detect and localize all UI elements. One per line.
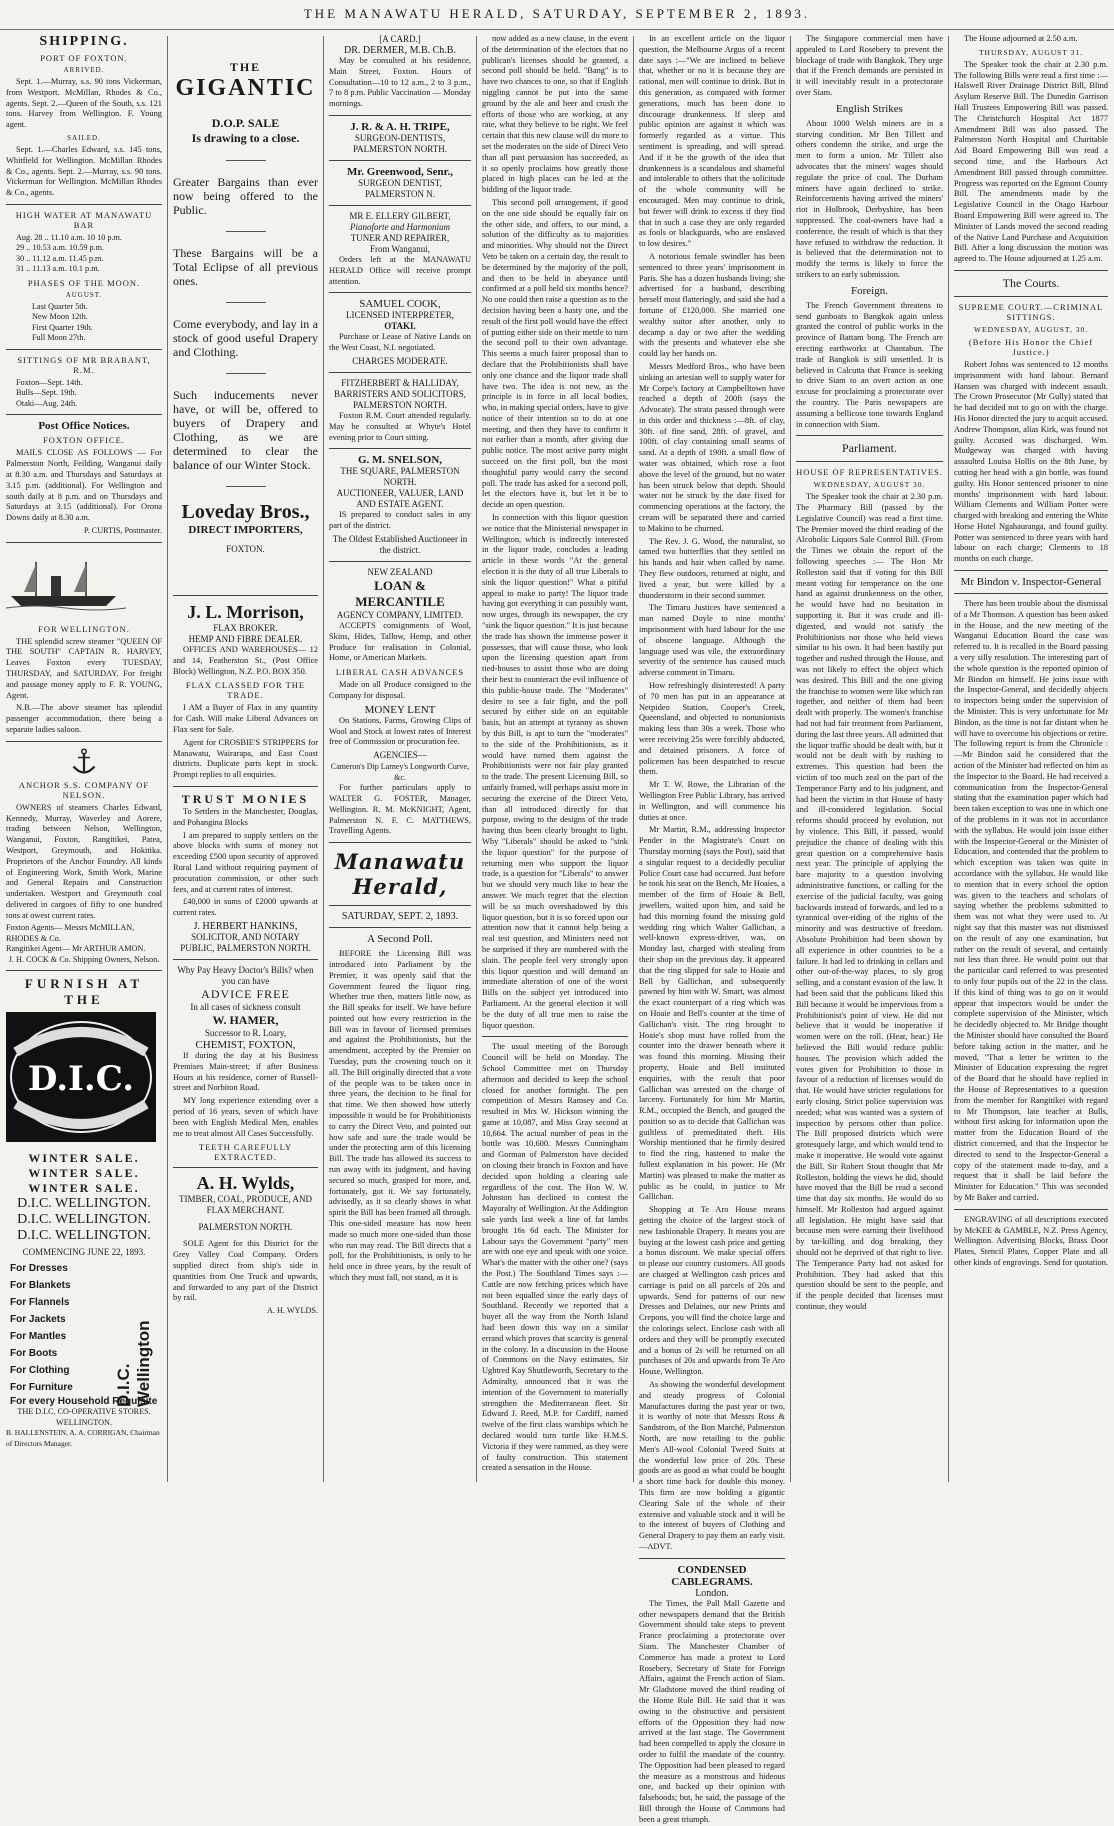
for-wellington-heading: FOR WELLINGTON.: [38, 623, 130, 634]
gilbert-orders: Orders left at the MANAWATU HERALD Office will receive prompt attention.: [329, 254, 471, 286]
fitzherbert-location: PALMERSTON NORTH.: [353, 399, 447, 410]
siam-text: The Singapore commercial men have appealed to Lord Rosebery to prevent the blockage of trade with Bangkok. They urge that if the French demands are persisted in it will inevitably result in a protectorate over Siam.: [796, 34, 943, 97]
dic-item: For Dresses: [10, 1263, 68, 1275]
commencing: COMMENCING JUNE 22, 1893.: [22, 1247, 146, 1258]
courts-sub: SUPREME COURT.—CRIMINAL SITTINGS.: [958, 301, 1104, 322]
tripe-heading: J. R. & A. H. TRIPE,: [350, 120, 450, 133]
hankins-title: SOLICITOR, AND NOTARY PUBLIC, PALMERSTON NORTH.: [180, 931, 311, 953]
agencies-text: Cameron's Dip Larney's Longworth Curve, &c.: [330, 762, 470, 783]
trust-text-2: I am prepared to supply settlers on the above blocks with sums of money not exceeding £500 upon security of approved Rural Land without requiring payment of procuration commission, or other such fees, and at current rates of interest.: [173, 830, 318, 894]
dic-item: For Jackets: [10, 1314, 66, 1326]
wylds-text: SOLE Agent for this District for the Grey Valley Coal Company. Orders supplied direct from ship's side in quantities from One Truck and upwards, and forwarded to any part of the District by rail.: [173, 1239, 318, 1303]
morrison-buyer: I AM a Buyer of Flax in any quantity for Cash. Will make Liberal Advances on Flax sent for Sale.: [173, 703, 318, 734]
gigantic-heading: GIGANTIC: [175, 75, 316, 101]
arrived-label: ARRIVED.: [63, 66, 105, 74]
fitzherbert-text: Foxton R.M. Court attended regularly. May be consulted at Whyte's Hotel evening prior to Court sitting.: [329, 410, 471, 442]
sailed-label: SAILED.: [67, 133, 101, 142]
gilbert-heading: MR E. ELLERY GILBERT,: [349, 210, 451, 221]
dop-sale: D.O.P. SALE: [211, 116, 280, 130]
trust-text: To Settlers in the Manchester, Douglas, and Pohangina Blocks: [173, 806, 318, 827]
steamer-text: THE splendid screw steamer "QUEEN OF THE SOUTH" CAPTAIN R. HARVEY, Leaves Foxton every TUESDAY, THURSDAY, and SATURDAY. For freight and passage money apply to F. R. YOUNG, Agent.: [6, 636, 162, 700]
gilbert-tuner: TUNER AND REPAIRER,: [350, 232, 450, 243]
hamer-name: W. HAMER,: [212, 1012, 279, 1027]
flax-classed: FLAX CLASSED FOR THE TRADE.: [185, 680, 306, 701]
sitting: Otaki—Aug. 24th.: [16, 398, 78, 408]
news-item: Shopping at Te Aro House means getting the choice of the largest stock of new fashionable Drapery. It means you are buying at the lowest cash price and getting a bonus discount. We make special offers to please our country customers. All goods are charged at Wellington cash prices and carriage is paid on all parcels of 20s and upwards. Send for patterns of our new Dresses and Delaines, our new Prints and Crepons, you will find the choice large and the colorings select. Enclose cash with all orders and they will be promptly executed and a bonus of 2s will be returned on all purchases of 20s and upwards from Te Aro House, Wellington.: [639, 1205, 785, 1377]
greenwood-title: SURGEON DENTIST,: [358, 177, 442, 188]
foreign-heading: Foreign.: [851, 284, 888, 297]
greenwood-location: PALMERSTON N.: [364, 188, 436, 199]
courts-text: Robert Johns was sentenced to 12 months imprisonment with hard labour. Bernard Hansen was charged with indecent assault. The Crown Prosecutor (Mr Gully) stated that he had decided not to go on with the charge. His Honor directed the jury to acquit accused. Andrew Thompson, alias Kirk, was found not guilty. Accused was discharged. Wm. Mudgeway was charged with having assaulted Louisa Hollis on the 8th June, by cutting her head with a gin bottle, was found guilty. His Honor sentenced prisoner to nine months' imprisonment with hard labour. William Clements and William Potter were charged with breaking and entering the White Horse Hotel Ngahauranga, and found guilty. Potter was sentenced to three years with hard labour on each charge; Clements to 18 months on each charge.: [954, 359, 1108, 564]
chemist-text: If during the day at his Business Premises Main-street; if after Business Hours at his residence, corner of Russell-street and Norbiton Road.: [173, 1050, 318, 1093]
cablegrams-heading: CONDENSED CABLEGRAMS.: [671, 1563, 753, 1588]
dic-item: For Boots: [10, 1348, 58, 1360]
furnish-heading: FURNISH AT THE: [24, 976, 144, 1008]
greater-bargains: Greater Bargains than ever now being offered to the Public.: [173, 175, 318, 217]
moon-phase: Full Moon 27th.: [32, 333, 86, 343]
column-1: [2, 34, 166, 1482]
house-adjourned: The House adjourned at 2.50 a.m.: [964, 34, 1078, 43]
news-item: Mr Martin, R.M., addressing Inspector Pender in the Magistrate's Court on Thursday morning (says the Post), said that a singular request to a decidedly peculiar Police Court case had occurred. Just before he took his seat on the Bench, Mr Hoaies, a member of the firm of Hoaie & Bell, jewellers, waited upon him, and said he had this morning found the missing gold wedding ring which Walter Gallichan, a well-known express-driver, was, on Monday last, charged with stealing from their shop on the previous day. It appeared that the ring slipped for sale to Hoaie and Bell by Gallichan, and subsequently pawned by him with W. Smart, was almost the exact counterpart of a ring which was on Hoaie and Bell's counter at the time of Gallichan's visit. The ring brought to Hoaie's shop must have rolled from the counter into the drawer beneath where it was found this morning. Missing their property, Hoaie and Bell instituted enquiries, with the result that poor Gallichan was arrested on the charge of larceny. Fortunately for him Mr Martin, R.M., occupied the Bench, and gauged the position so as to decide that Gallichan was guiltless of premeditated theft. His Worship mentioned that he firmly desired to find the ring, hastened to make the fullest explanation in his power. He (Mr Martin) was pleased to make the matter as public as he could, in justice to Mr Gallichan.: [639, 825, 785, 1202]
post-office-sub: FOXTON OFFICE.: [43, 435, 125, 446]
anchor-icon: [69, 747, 99, 777]
tripe-location: PALMERSTON NORTH.: [353, 143, 447, 154]
moon-heading: PHASES OF THE MOON.: [27, 277, 141, 288]
loveday-location: FOXTON.: [226, 544, 265, 554]
high-water-heading: HIGH WATER AT MANAWATU BAR: [15, 209, 153, 230]
forty-thousand: £40,000 in sums of £2000 upwards at current rates.: [173, 897, 318, 918]
morrison-agent: Agent for CROSBIE'S STRIPPERS for Manawatu, Wairarapa, and East Coast districts. Duplicate parts kept in stock. Prompt replies to all enquiries.: [173, 737, 318, 780]
steamer-illustration: [6, 554, 126, 610]
dic-vertical-label: D.I.C. Wellington: [114, 1320, 153, 1408]
hankins-name: J. HERBERT HANKINS,: [193, 920, 298, 932]
column-5: [635, 34, 789, 1824]
wylds-signature: A. H. WYLDS.: [266, 1306, 318, 1316]
rangitikei-agent: Rangitikei Agent— Mr ARTHUR AMON.: [6, 944, 146, 954]
thursday-date: THURSDAY, AUGUST 31.: [978, 47, 1084, 57]
dic-wellington: D.I.C. WELLINGTON.: [17, 1212, 151, 1228]
greenwood-heading: Mr. Greenwood, Senr.,: [347, 165, 453, 178]
column-rule: [633, 36, 634, 1482]
cook-title: LICENSED INTERPRETER,: [346, 310, 454, 321]
loan-accepts: ACCEPTS consignments of Wool, Skins, Hides, Tallow, Hemp, and other Produce for realisation in Colonial, Home, or American Markets.: [329, 620, 471, 663]
house-heading: HOUSE OF REPRESENTATIVES.: [796, 467, 943, 478]
news-item: The Timaru Justices have sentenced a man named Doyle to nine months' imprisonment with hard labour for the use of obscene language. Although the language used was vile, the extraordinary severity of the sentence has caused much adverse comment in Timaru.: [639, 603, 785, 678]
sitting: Foxton—Sept. 14th.: [16, 377, 83, 387]
such-inducements: Such inducements never have, or will be, offered to buyers of Drapery and Clothing, as we are determined to clear the balance of our Winter Stock.: [173, 388, 318, 472]
snelson-oldest: The Oldest Established Auctioneer in the district.: [332, 533, 468, 555]
winter-sale: WINTER SALE.: [28, 1166, 140, 1181]
moon-phase: First Quarter 19th.: [32, 322, 93, 332]
tripe-title: SURGEON-DENTISTS,: [354, 132, 446, 143]
port-heading: PORT OF FOXTON.: [40, 53, 128, 63]
parliament-date: WEDNESDAY, AUGUST 30.: [813, 480, 926, 490]
post-office-heading: Post Office Notices.: [38, 420, 130, 433]
dermer-heading: DR. DERMER, M.B. Ch.B.: [344, 45, 456, 56]
cook-charges: CHARGES MODERATE.: [352, 355, 448, 366]
tide-row: 31 .. 11.13 a.m. 10.1 p.m.: [16, 264, 100, 274]
issue-date: SATURDAY, SEPT. 2, 1893.: [341, 911, 459, 923]
why-pay: Why Pay Heavy Doctor's Bills? when you can have: [177, 964, 314, 986]
fitzherbert-heading: FITZHERBERT & HALLIDAY,: [341, 377, 459, 388]
editorial-continued: This second poll arrangement, if good on the one side should be equally fair on the other side, and offers, to our mind, a solution of the difficulty as to majorities and minorities. Why should not the Direct Veto be taken on a certain day, the result to be determined by the majority of the poll, and then to be held in abeyance until confirmed at a poll held six months hence? No one could then raise a question as to the decision having been a hasty one, and the result of the first poll would have the effect of putting either side on their mettle to turn the second poll to their own advantage. This seems a much fairer proposal than to declare that the Prohibitionists shall have only one chance and the liquor trade shall have two. The idea is not new, as the principle is in force in all local bodies, who, in making special orders, have to give notice of their intention so to do at one meeting, and then they have to confirm it not earlier than a month, after giving due public notice. The most active party might succeed on the first poll, but the most thoughtful party would carry the second poll. The trade has asked for a second poll, let the electors have it, but let it be to decide an open question.: [482, 197, 628, 510]
dic-item: For every Household Requisite: [10, 1396, 158, 1408]
trust-monies: TRUST MONIES: [181, 791, 310, 806]
morrison-heading: J. L. Morrison,: [187, 602, 304, 622]
hemp-dealer: HEMP AND FIBRE DEALER.: [188, 634, 303, 644]
sitting: Bulls—Sept. 19th.: [16, 388, 77, 398]
column-3: [325, 34, 475, 1482]
bindon-heading: Mr Bindon v. Inspector-General: [960, 576, 1102, 589]
column-6: [792, 34, 947, 1482]
money-text: On Stations, Farms, Growing Clips of Wool and Stock at lowest rates of Interest free of Commission or procuration fee.: [329, 715, 471, 747]
column-4: [478, 34, 632, 1482]
winter-sale: WINTER SALE.: [28, 1181, 140, 1196]
teeth-extracted: TEETH CAREFULLY EXTRACTED.: [198, 1142, 293, 1163]
strikes-heading: English Strikes: [836, 102, 903, 115]
post-office-text: MAILS CLOSE AS FOLLOWS — For Palmerston North, Feilding, Wanganui daily at 8.30 a.m. and Thursdays and Saturdays at 3.15 p.m. (additional). For Wellington and south daily at 8 p.m. and on Thursdays and Saturdays at 3.15 (additional). For Orona Downs daily at 8.30 a.m.: [6, 448, 162, 523]
anchor-company-text: OWNERS of steamers Charles Edward, Kennedy, Murray, Waverley and Aorere, trading between Nelson, Wellington, Wanganui, Foxton, Rangitikei, Patea, Westport, Greymouth, and Hokitika. Proprietors of the Anchor Foundry. All kinds of Engineering Work, Smith Work, Marine and General Repairs and Construction undertaken. Westport and Greymouth coal delivered in cargoes of fifty to one hundred tons at owest current rates.: [6, 802, 162, 920]
tide-row: Aug. 28 .. 11.10 a.m. 10 10 p.m.: [16, 232, 122, 242]
editorial-text: BEFORE the Licensing Bill was introduced into Parliament by the Premier, it was openly said that the Government feared the liquor ring. Whether true then, matters little now, as the Bill speaks for itself. We have before pointed out how every restriction in the Bill was in favour of licensed premises and against the Prohibitionists, but the amendment, accepted by the Premier on Tuesday, puts the crowning touch on it all. The Bill originally directed that a vote of the people was to be taken once in three years, the decision to be final for that time. We then showed how utterly impossible it would be for Prohibitionists to carry the Direct Veto, and pointed out how safe and sure the trade would be under the protecting arm of this licensing Bill. The trade has allowed its success to run away with its judgment, and having secured so much, grasped for more, and, fortunately, got it. We say fortunately, advisedly, as it so clearly shows in what spirit the Bill has been framed all through. This one-sided measure has now been made so much more one-sided than those who run may read. The Bill directs that a poll, for the Prohibitionists, is only to be held once in three years, by the result of which they must fall, not stand, as it is: [329, 949, 471, 1283]
local-news: The usual meeting of the Borough Council will be held on Monday. The School Committee met on Thursday afternoon and decided to keep the school closed for another fortnight. The pen competition of Messrs Ramsey and Co. resulted in Mrs W. Hickson winning the game at 10,087, and Miss Gray second at 10,664. The actual number of peas in the bottle was 10,600. Messrs Cunningham and Gorman of Palmerston have decided on closing their branch in Foxton and have decided upon holding a clearing sale regardless of the cost. The Hon W. W. Johnston has declined to contest the Mayoralty of Wellington. At the Addington sale yards last week a line of fat lambs brought 16s 6d each. The Minister for Labour says the Government "party" men are with one eye and speak with one voice. What's the matter with the other one? (says the Post.) The Southland Times says :—Cattle are now fetching prices which have not been equalled since the early days of Southland. Recently we reported that a buyer all the way from the North Island had been down this way on a similar errand which proves that scarcity is general in the colony. In a discussion in the House of Commons on the Navy estimates, Sir Ughtred Kay Shuttleworth, Secretary to the Admiralty, announced that it was the intention of the Government to materially strengthen the Mediterranean fleet. Sir Edward J. Reed, M.P. for Cardiff, named twelve of the first class warships which he declared would turn turtle like H.M.S. Victoria if they were rammed, as they were of faulty construction. This statement created a sensation in the House.: [482, 1042, 628, 1473]
editorial-heading: A Second Poll.: [367, 933, 433, 946]
news-item: In an excellent article on the liquor question, the Melbourne Argus of a recent date says :—"We are inclined to believe that, whether or no it is because they are rational, men will continue to drink. But in this generation, as compared with former generations, much has been done to discourage drunkenness. If sleep and public opinion are against it which was formerly regarded as a virtue. This sentiment is spreading, and will spread. And if it be the growth of the idea that drunkenness is a scandalous and shameful and intolerable to others that the solicitude of the whole community will be encouraged. Men may continue to drink, but fewer will drink to excess if they find that in such a case they are only regarded as fools or blackguards, who are enslaved to low desires.": [639, 34, 785, 249]
snelson-title: AUCTIONEER, VALUER, LAND AND ESTATE AGENT.: [336, 488, 464, 510]
moon-phase: New Moon 12th.: [32, 312, 88, 322]
news-item: As showing the wonderful development and steady progress of Colonial Manufactures during the past year or two, it is worthy of note that Messrs Ross & Sandstrom, of the Bon Marché, Palmerston North, are now retailing to the public Men's All-wool Colonial Tweed Suits at the wonderful low price of 20s. These goods are as good as what could be bought a short time back for double this money. This firm are now holding a gigantic Clearing Sale of the whole of their extensive and valuable stock and it will be to the interest of buyers of Clothing and General Drapery to pay them an early visit.—ADVT.: [639, 1380, 785, 1551]
cook-location: OTAKI.: [384, 321, 416, 332]
snelson-text: IS prepared to conduct sales in any part of the district.: [329, 510, 471, 531]
dic-logo: [6, 1012, 156, 1142]
dic-item: For Furniture: [10, 1382, 73, 1394]
nz-label: NEW ZEALAND: [367, 566, 433, 577]
sittings-heading: SITTINGS OF MR BRABANT, R.M.: [17, 354, 151, 375]
london-heading: London.: [695, 1587, 729, 1599]
drawing-to-close: Is drawing to a close.: [191, 131, 300, 145]
dic-signature: B. HALLENSTEIN, A. A. CORRIGAN, Chairman of Directors Manager.: [6, 1428, 160, 1448]
courts-heading: The Courts.: [1002, 275, 1060, 290]
come-everybody: Come everybody, and lay in a stock of good useful Drapery and Clothing.: [173, 317, 318, 359]
news-item: Mr T. W. Rowe, the Librarian of the Wellington Free Public Library, has arrived in Wellington, and will commence his duties at once.: [639, 780, 785, 822]
masthead: THE MANAWATU HERALD, SATURDAY, SEPTEMBER 2, 1893.: [0, 6, 1114, 30]
dic-wellington: D.I.C. WELLINGTON.: [17, 1196, 151, 1212]
card-label: [A CARD.]: [379, 34, 421, 44]
long-experience: MY long experience extending over a period of 16 years, seven of which have been with English Medical Men, enables me to treat almost All Cases Successfully.: [173, 1096, 318, 1138]
winter-sale: WINTER SALE.: [28, 1151, 140, 1166]
column-rule: [167, 36, 168, 1482]
sickness-consult: In all cases of sickness consult: [190, 1001, 301, 1012]
column-7: [950, 34, 1112, 1482]
column-rule: [323, 36, 324, 1482]
parliament-text: The Speaker took the chair at 2.30 p.m. The Pharmacy Bill (passed by the Legislative Council) was read a first time. The Premier moved the third reading of the Alcoholic Liquors Sale Control Bill. (From the Times we obtain the report of the following speeches :— The Hon Mr Rolleston said that if voting for this Bill meant voting for temperance on the one hand as against drunkenness on the other, he would have had no hesitation in supporting it. But it was crude and ill-digested, and would not satisfy the Prohibitionists nor those who held views similar to his own. It had been hastily put together and rushed through the House, and was not likely to effect the object which was desired. This Bill and the one giving the franchise to women were like which ran together, and neither of them had been dealt with properly. The women's franchise had not had fair treatment from Parliament, during the last three years. All admitted that the liquor traffic should be dealt with, but it would not be dealt with by rushing to extremes. This question had been the victim of too much zeal on the part of the Temperance Party and to his judgment, and had been the victim in that House of hasty and ill-considered legislation. Social reforms should proceed by evolution, not by violence. This Bill, if passed, would prejudice the chance of dealing with this great question on a comprehensive basis next year. The principle of applying the bare majority to a question involving administrative functions, or calling for the exercise of the judicial faculty, was going backwards instead of forwards, and led to a tyrannical over-riding of the rights of the minority and was destructive of freedom. Absolute Prohibition had been shown by all experience in other countries to be a failure. It had led to drinking in cellars and other out-of-the-way places, to sly grog selling, and a constant evasion of the law. It had been said that the publicans liked this Bill because it would be impervious from a Prohibitionist's point of view. He did not believe that it would be inoperative if women were on the roll. (Hear, hear.) He believed the Bill would reduce public houses. The provision which added the votes given for Prohibition to those in favour of a reduction of licenses would do that. He would have stricter regulations for early closing. Strict police supervision was needed; what was wanted was a system of inspection by persons other than police. The Bill proposed districts which were grotesquely large, and which would tend to make it inoperative. He would vote against the Bill. Sir Robert Stout thought that Mr Rolleston, holding the views he did, should have moved that the Bill be read a second time that day six months. He would do so himself. Mr Rolleston had argued against all legislation. He might have said that because men were earning their livelihood by tar-killing and dog breaking, they should not be deprived of that right to live. The Temperance Party had not asked for Prohibition. They had asked that this question should be sent to the people, and if the people decided that licenses must continue, they would: [796, 492, 943, 1312]
foreign-text: The French Government threatens to send gunboats to Bangkok again unless granted the control of public works in the province of Battam bong. The French are erecting earthworks at Chantabun. The trade of Bangkok is still unsettled. It is believed in Calcutta that France is seeking to drive Siam to an overt action as one excuse for proclaiming a protectorate over the country. The Paris newspapers are assuming a bellicose tone towards England in connection with Siam.: [796, 300, 943, 429]
dic-item: For Blankets: [10, 1280, 71, 1292]
courts-before: (Before His Honor the Chief Justice.): [968, 336, 1094, 357]
gilbert-piano: Pianoforte and Harmonium: [350, 221, 450, 232]
dic-footer: THE D.I.C. CO-OPERATIVE STORES. WELLINGTON.: [17, 1407, 151, 1427]
liberal-text: Made on all Produce consigned to the Company for disposal.: [329, 680, 471, 700]
dic-logo-text: D.I.C.: [27, 1059, 135, 1100]
news-item: How refreshingly disinterested! A party of 70 men has put in an appearance at Netpideo Station, Cooper's Creek, Queensland, and objected to nonunionists making less than 30s a week. Those who were receiving 25s were forcibly abducted, and detained prisoners. A force of policemen has been despatched to rescue them.: [639, 681, 785, 777]
chemist-foxton: CHEMIST, FOXTON,: [195, 1038, 296, 1051]
agency-company: AGENCY COMPANY, LIMITED.: [336, 609, 464, 620]
dic-item: For Mantles: [10, 1331, 67, 1343]
sailed-text: Sept. 1.—Charles Edward, s.s. 145 tons, Whitfield for Wellington. McMillan Rhodes & Co., agents. Sept. 2.—Murray, s.s. 90 tons. Vickerman for Wellington. McMillan Rhodes & Co., agents.: [6, 144, 162, 198]
bindon-text: There has been trouble about the dismissal of a Mr Thomson. A question has been asked in the House, and the new meeting of the Wanganui Education Board the case was referred to. It is recalled in the Board passing a very silly resolution. The interesting part of the whole question is the reported opinion of Mr Bindon on himself. He joins issue with the Inspector-General, and decidedly objects to inspectors being under the supervision of the Minister. This is very unfortunate for Mr Bindon, as the time is not far distant when he will have to overcome his objections or retire. The following report is from the Chronicle :—Mr Bindon said he considered that the action of the Minister had reflected on him as the Inspector to the Board. He had received a communication from the Inspector-General stating that the examination paper which had been taken exception to was one in which one of the problems in it was not in accordance with the syllabus. He would join issue either with the Inspector-General or the Minister of Education, and contended that the problem to which exception was taken was quite in accordance with the syllabus. He would like to mention that in every school the option was given to the teachers and scholars of saying whether the problems submitted to them was not what they were used to. At night say that this master was not dismissed on the result of any one examination, but rather on the result of several, and certainly not less than three. He would point out that the particular card referred to was presented to only four pupils out of the 22 in the class. If this kind of thing was to go on it would appear that inspectors would be under the complete supervision of the Minister, which he decidedly objected to. Mr Bridge thought the Minister should have consulted the Board before taking action in the matter, and he moved, "That a letter be written to the Minister of Education expressing the regret of the Board that he should have replied in the House of Representatives to a question from the member for Rangitikei with regard to Mr Thompson, late teacher at Bulls, without first asking for information upon the matter from the Education Board of the district concerned, and that the Inspector be directed to send to the Inspector-General a copy of the statement made to-day, and a request that it shall be laid before the Minister for Education." This was seconded by Mr Baker and carried.: [954, 599, 1108, 1202]
parliament-heading: Parliament.: [842, 441, 897, 456]
dic-wellington: D.I.C. WELLINGTON.: [17, 1228, 151, 1244]
anchor-company-heading: ANCHOR S.S. COMPANY OF NELSON.: [18, 779, 150, 800]
moon-month: AUGUST.: [65, 290, 103, 299]
loan-further: For further particulars apply to WALTER G. FOSTER, Manager, Wellington. R. M. McKNIGHT, Agent, Palmerston N. F. C. MATTHEWS, Travelling Agents.: [329, 783, 471, 836]
tide-row: 30 .. 11.12 a.m. 11.45 p.m.: [16, 253, 104, 263]
loveday-bros: Loveday Bros.,: [181, 501, 310, 523]
thursday-text: The Speaker took the chair at 2.30 p.m. The following Bills were read a first time :—Halswell River Drainage District Bill, Blind Asylum Reserve Bill. The Dunedin Garrison Hall Trustees Empowering Bill was passed. The Christchurch Hospital Act 1877 Amendment Bill was also passed. The Palmerston North Hospital and Charitable Aid Board Empowering Bill was read a second time, and the Harbours Act Amendment Bill passed through committee. Progress was reported on the Egmont County Bill. The amendments made by the Legislative Council in the Otago Harbour Board Empowering Bill were agreed to. The Minister of Lands moved the second reading of the Native Land Purchase and Acquisition Bill. After a long discussion the motion was agreed to. The House adjourned at 1.25 a.m.: [954, 59, 1108, 264]
strikes-text: About 1000 Welsh miners are in a starving condition. Mr Ben Tillett and others condemn the strike, and urge the men to form a union. Mr Tillett also advocates that the miners' wages should regulate the price of coal. The Durham miners have again declined to strike. Reinforcements having arrived the miners' riot in Holbrook, Derbyshire, has been suppressed. The coal-owners have had a conference, the result of which is that they have refused to withdraw the reduction. It is believed that the determination not to modify the terms is likely to force the strikers to an early submission.: [796, 118, 943, 279]
agencies-label: AGENCIES—: [373, 750, 427, 761]
dic-item: For Clothing: [10, 1365, 70, 1377]
foxton-agents: Foxton Agents— Messrs McMILLAN, RHODES & Co.: [6, 923, 135, 943]
moon-phase: Last Quarter 5th.: [32, 301, 88, 311]
loan-mercantile: LOAN & MERCANTILE: [355, 577, 445, 609]
cock-owners: J. H. COCK & Co. Shipping Owners, Nelson.: [8, 954, 160, 964]
editorial-continued: In connection with this liquor question we notice that the Ministerial newspaper in Wellington, which is indirectly interested in the liquor trade, concludes a leading article in these words "At the general election it is the duty of all true Liberals to sink the liquor question!" What a pitiful appeal to make to party! The liquor trade having got everything it can possibly want, now urges, through its newspaper, the cry "sink the liquor question." It is just because the trade has shown the immense power it possesses, that will cause those, who look upon the licensing question apart from tied-houses to assist those who are doing their best to counteract the evil influence of this public-house trade. The "Moderates" desire to see a fair fight, and the poll secured by either side on an equitable basis, but an attempt at tyranny as shown by this Bill, is apt to turn the "moderates" to the side of the Prohibitionists, as it would have turned them against the Prohibitionists were not fair play granted to the trade. The present Licensing Bill, so unfairly framed, will perhaps assist more in securing the exercise of the Direct Veto, than all introduced directly for that purpose, owing to the designs of the trade having thus been clearly brought to light. Why "Liberals" should be asked to "sink the liquor question" for the purpose of returning men who support the liquor trade, is a question for "Liberals" to answer but we should very much like to hear the answer. We much regret that the election will be so much overshadowed by this liquor question, but it is so forced upon our attention now that it cannot help being a real test question, and Ministers need not be surprised if they are numbered with the slain. The people feel very strongly upon this liquor question and will demand an immediate alteration of one of the worst Bills on the subject yet introduced into Parliament. At the general election it will be the duty of all true men to raise the liquor question.: [482, 513, 628, 1030]
column-2: [169, 34, 322, 1482]
snelson-heading: G. M. SNELSON,: [357, 454, 443, 467]
postmaster: P. CURTIS, Postmaster.: [84, 526, 162, 536]
fitzherbert-title: BARRISTERS AND SOLICITORS,: [333, 388, 467, 399]
news-item: The Rev. J. G. Wood, the naturalist, so tamed two butterflies that they settled on his hands and hair when called by name. They flew outdoors, returned at night, and lived a year, but were killed by a thunderstorm in their second summer.: [639, 536, 785, 600]
flax-broker: FLAX BROKER.: [213, 623, 278, 633]
news-item: A notorious female swindler has been sentenced to three years' imprisonment in Paris. She has a dozen husbands living; she advertised for a husband, describing herself most flatteringly, and said she had a fortune of £120,000. She married one wealthy suitor after another, only to decamp a day or two after the wedding with the presents and whatever else she could lay her hands on.: [639, 251, 785, 359]
arrived-text: Sept. 1.—Murray, s.s. 90 tons Vickerman, from Westport. McMillan, Rhodes & Co., agents. Sept. 2.—Queen of the South, s.s. 121 tons. Harvey from Wellington. F. Young agent.: [6, 77, 162, 130]
news-item: Messrs Medford Bros., who have been sinking an artesian well to supply water for Mr Corpe's factory at Campbelltown have reached a depth of 200ft (says the Advocate). The strata passed through were in this order and thickness :—8ft. of clay, 30ft. of fine sand, 28ft. of gravel, and 100ft. of clay containing small seams of sand. At a depth of 190ft. a small flow of water was obtained, which rose a foot above the level of the ground, but no water has been struck below that depth. Should water not be struck by the date fixed for commencing operations at the factory, the cream will be separated there and carried to Makino to be churned.: [639, 361, 785, 533]
courts-date: WEDNESDAY, AUGUST, 30.: [973, 324, 1089, 334]
morrison-offices: OFFICES AND WAREHOUSES— 12 and 14, Featherston St., (Post Office Block) Wellington, N.Z. P.O. BOX 350.: [173, 645, 318, 676]
the-label: THE: [229, 60, 262, 74]
steamer-note: N.B.—The above steamer has splendid passenger accommodation, there being a separate ladies saloon.: [6, 703, 162, 734]
direct-importers: DIRECT IMPORTERS,: [188, 524, 303, 536]
gilbert-from: From Wanganui,: [369, 243, 431, 254]
herald-title: Manawatu Herald,: [334, 849, 466, 900]
tide-row: 29 .. 10.53 a.m. 10.59 p.m.: [16, 243, 105, 253]
column-rule: [948, 36, 949, 1482]
engraving-ad: ENGRAVING of all descriptions executed by McKEE & GAMBLE, N.Z. Press Agency, Wellington. Advertising Blocks, Brass Door Plates, Stencil Plates, Copper Plate and all other kinds of engravings. Send for quotation.: [954, 1214, 1108, 1267]
cook-text: Purchase or Lease of Native Lands on the West Coast, N.I. negotiated.: [329, 332, 471, 353]
bargains-eclipse: These Bargains will be a Total Eclipse of all previous ones.: [173, 246, 318, 288]
column-rule: [476, 36, 477, 1482]
dermer-text: May be consulted at his residence, Main Street, Foxton. Hours of Consultation—10 to 12 a.m., 2 to 3 p.m., 7 to 8 p.m. Public Vaccination — Monday mornings.: [329, 56, 471, 109]
shipping-heading: SHIPPING.: [39, 34, 129, 49]
advice-free: ADVICE FREE: [201, 986, 290, 1001]
wylds-heading: A. H. Wylds,: [196, 1173, 295, 1194]
money-lent: MONEY LENT: [364, 703, 436, 716]
column-rule: [790, 36, 791, 1482]
cablegrams-text: The Times, the Pall Mall Gazette and other newspapers demand that the British Government should take steps to prevent France proclaiming a protectorate over Siam. The Manchester Chamber of Commerce has made a protest to Lord Rosebery, Secretary of State for Foreign Affairs, against the French action of Siam. Mr Gladstone moved the third reading of the Home Rule Bill. He said that it was owing to the obstructive and persistent efforts of the Opposition they had now arrived at the last stage. The Government had been compelled to apply the closure in order to fulfil the mandate of the country. The Opposition had been pleased to regard the measure as a monstrous and hideous one, and backed up their opinion with falsehoods; but, he said, the passage of the Bill through the House of Commons had been a great triumph.: [639, 1598, 785, 1824]
cook-heading: SAMUEL COOK,: [359, 298, 441, 311]
editorial-continued: now added as a new clause, in the event of the determination of the electors that no publican's licenses should be granted, a second poll should be held. "Bang" is to have two chances to one, so that if English niggling cannot be put into the same ground by the ale and beer and crush the efforts of those who are working, at any rate, what they believe to be right. We feel certain that this new clause will do more to set the moderates on the side of Direct Veto than all past persuasion has succeeded, as it so openly proclaims how greatly those placed in high places can be led at the bidding of the liquor trade.: [482, 34, 628, 195]
dic-item: For Flannels: [10, 1297, 70, 1309]
liberal-advances: LIBERAL CASH ADVANCES: [335, 667, 465, 678]
snelson-address: THE SQUARE, PALMERSTON NORTH.: [340, 466, 460, 488]
wylds-trade: TIMBER, COAL, PRODUCE, AND FLAX MERCHANT.: [178, 1194, 312, 1216]
wylds-location: PALMERSTON NORTH.: [198, 1222, 293, 1233]
hamer-successor: Successor to R. Loary,: [204, 1027, 287, 1038]
